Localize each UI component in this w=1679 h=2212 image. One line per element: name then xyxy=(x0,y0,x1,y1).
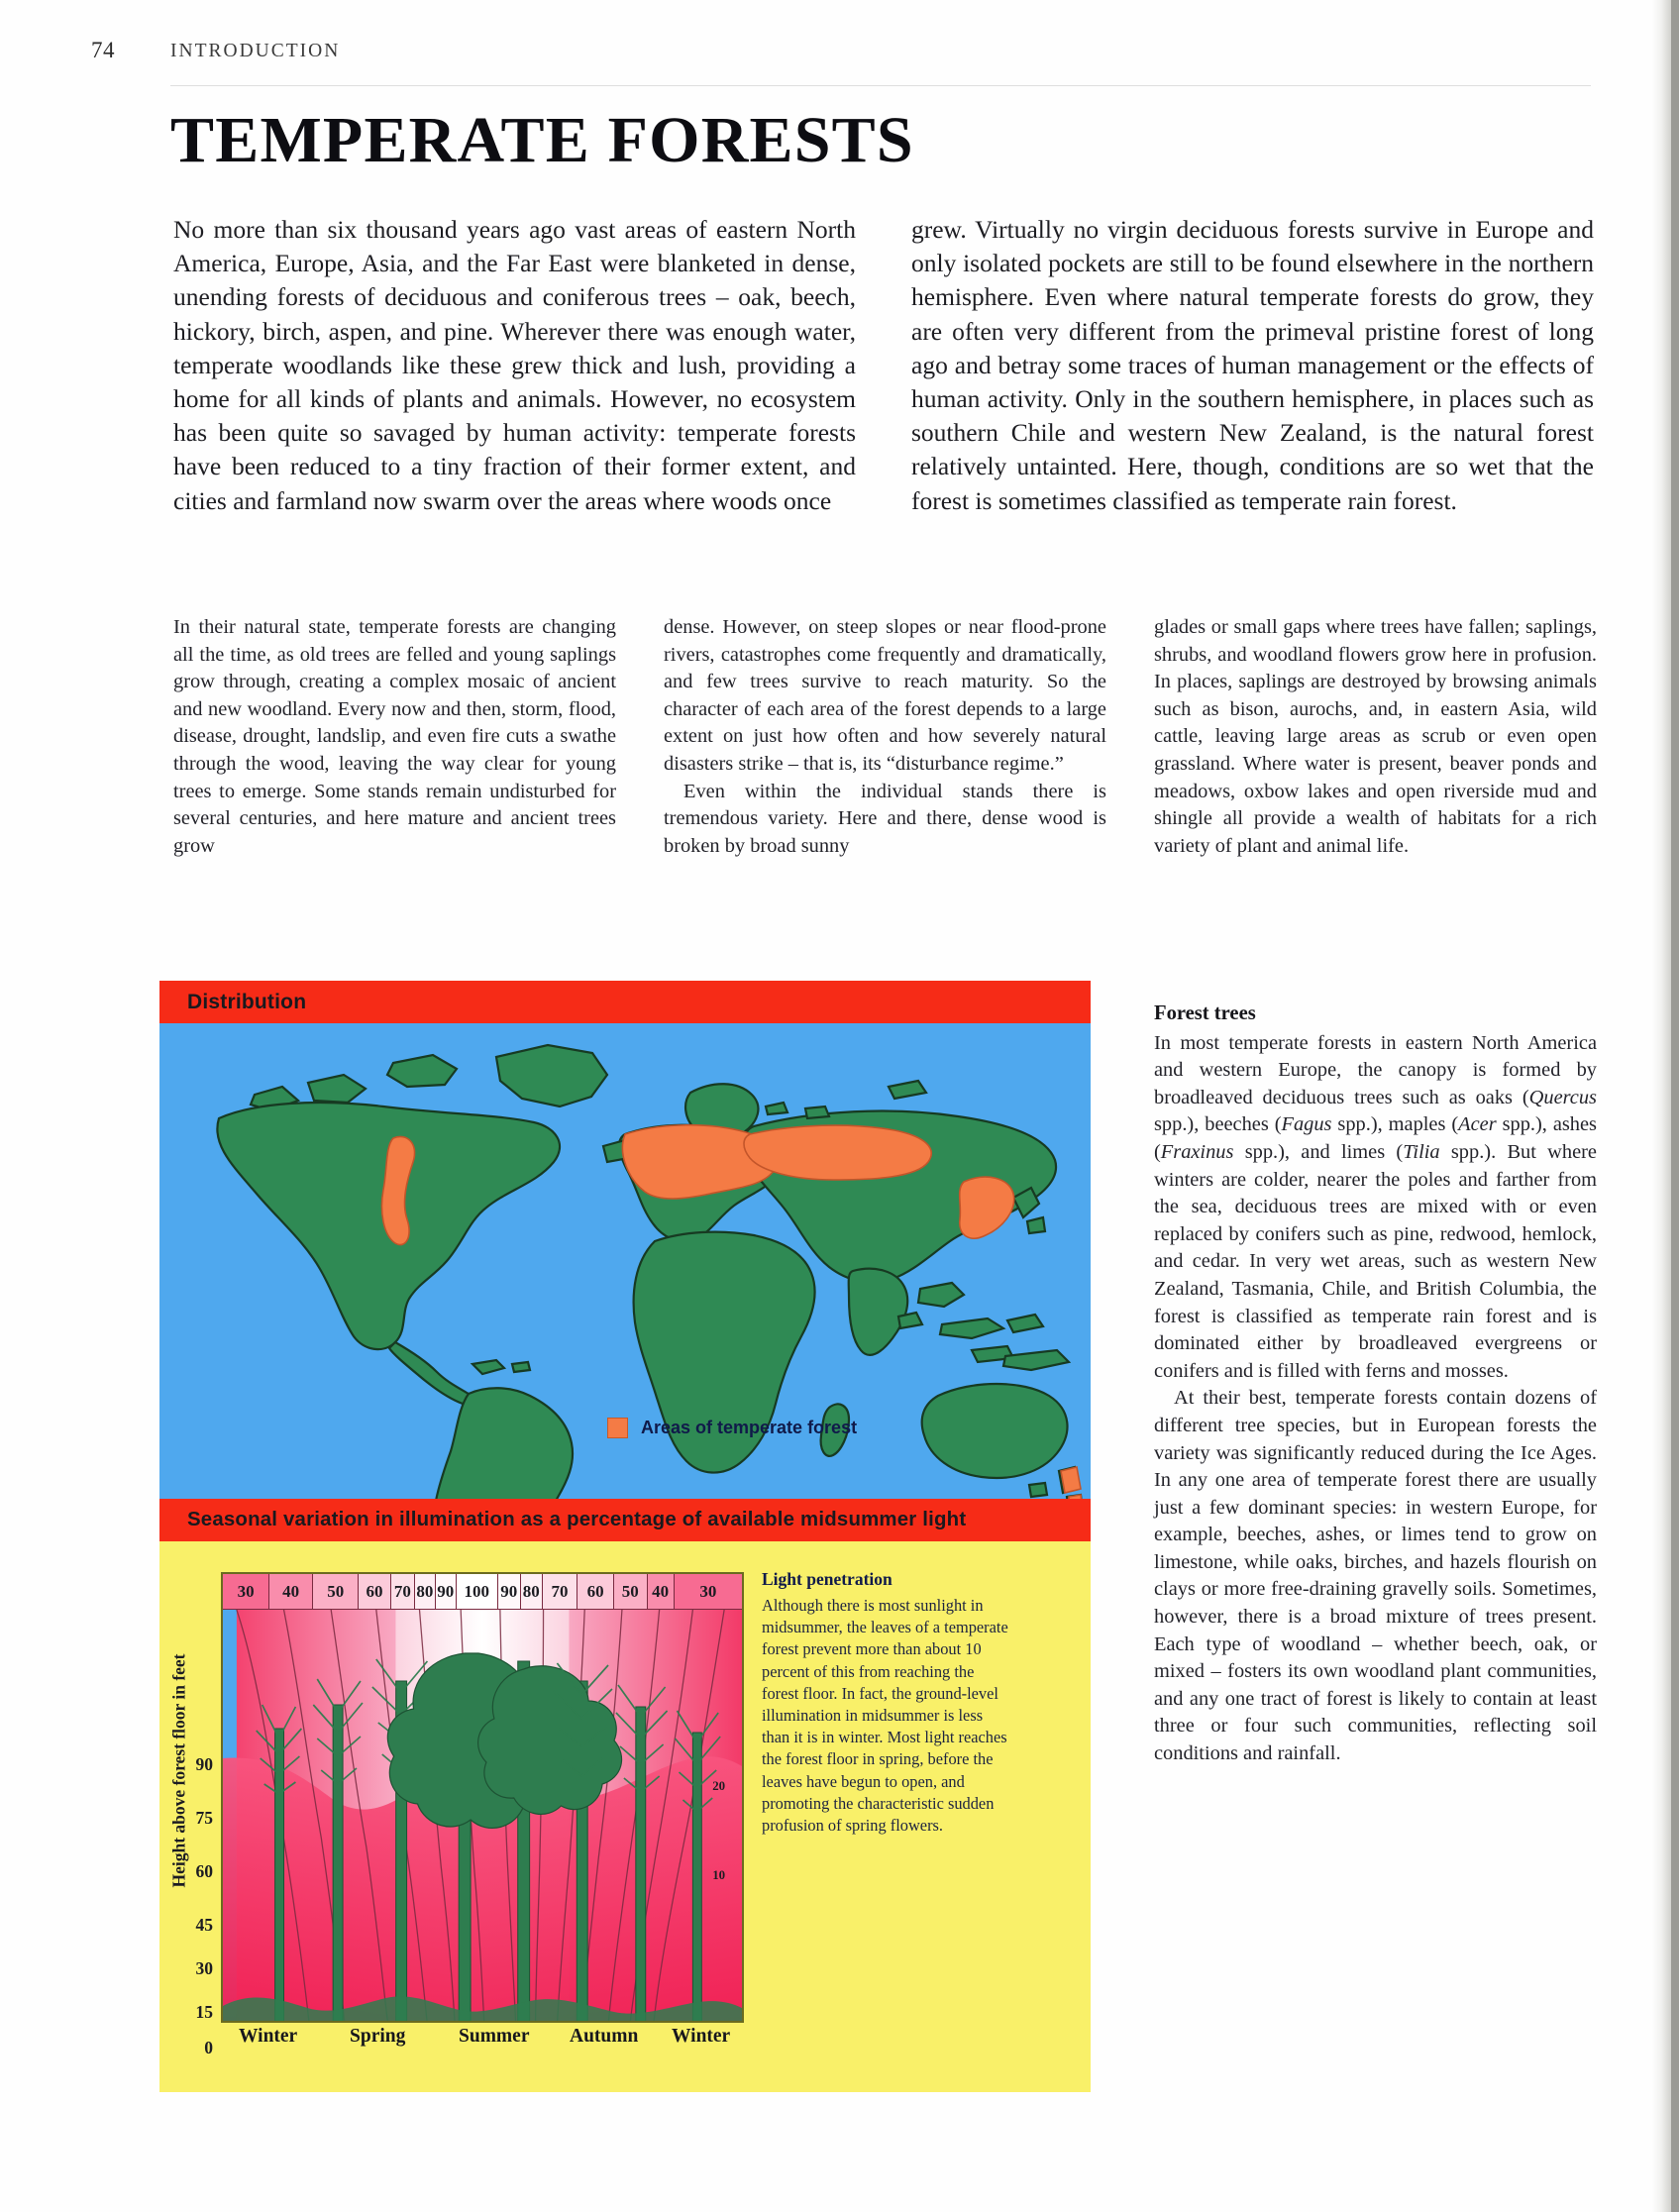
seasonal-banner-label: Seasonal variation in illumination as a percentage of available midsummer light xyxy=(187,1509,967,1530)
y-tick-90: 90 xyxy=(195,1754,213,1774)
ft-genus-quercus: Quercus xyxy=(1528,1086,1597,1108)
scale-cell-10: 70 xyxy=(543,1574,578,1609)
scale-cell-4: 70 xyxy=(391,1574,415,1609)
seasonal-banner xyxy=(159,1499,1091,1541)
light-penetration-text: Although there is most sunlight in midsummer, the leaves of a temperate forest prevent more than about 10 percent of this from reaching the forest floor. In fact, the ground-level illumination in midsummer is less than it is in winter. Most light reaches the forest floor in spring, before the leaves have begun to open, and promoting the characteristic sudden profusion of spring flowers. xyxy=(762,1596,1008,1836)
light-penetration-heading: Light penetration xyxy=(762,1569,892,1589)
chart-y-axis xyxy=(159,1572,221,2057)
season-winter-2: Winter xyxy=(672,2026,731,2047)
canopy-svg xyxy=(223,1610,742,2023)
body-col3-para: glades or small gaps where trees have fallen; saplings, shrubs, and woodland flowers grow here in profusion. In places, saplings are destroyed by browsing animals such as bison, aurochs, and, in eastern Asia, wild cattle, leaving large areas as scrub or even open grassland. Where water is present, beaver ponds and meadows, oxbow lakes and open riverside mud and shingle all provide a wealth of habitats for a rich variety of plant and animal life. xyxy=(1154,616,1597,857)
legend-label: Areas of temperate forest xyxy=(641,1418,858,1437)
scale-cell-7: 100 xyxy=(457,1574,498,1609)
forest-trees-heading: Forest trees xyxy=(1154,1002,1256,1024)
y-tick-0: 0 xyxy=(204,2038,213,2057)
light-penetration-caption xyxy=(762,1569,1014,1837)
scale-cell-8: 90 xyxy=(498,1574,521,1609)
scale-cell-11: 60 xyxy=(577,1574,614,1609)
legend-swatch-temperate-forest xyxy=(607,1418,628,1438)
forest-trees-section xyxy=(1154,1001,1597,1768)
body-column-1 xyxy=(173,614,616,860)
scale-cell-12: 50 xyxy=(614,1574,648,1609)
scale-cell-3: 60 xyxy=(359,1574,390,1609)
y-tick-30: 30 xyxy=(195,1958,213,1978)
ft-genus-tilia: Tilia xyxy=(1403,1140,1440,1163)
season-spring: Spring xyxy=(350,2026,406,2047)
illumination-chart xyxy=(221,1572,744,2023)
illumination-panel xyxy=(159,1541,1091,2092)
scale-cell-14: 30 xyxy=(675,1574,742,1609)
figure-block xyxy=(159,981,1091,2092)
season-axis xyxy=(221,2026,744,2055)
ft-genus-fagus: Fagus xyxy=(1281,1113,1332,1136)
season-summer: Summer xyxy=(459,2026,530,2047)
scale-cell-2: 50 xyxy=(313,1574,359,1609)
ft-p1-s4: spp.), maples ( xyxy=(1331,1113,1459,1136)
scale-cell-0: 30 xyxy=(223,1574,269,1609)
ft-p1-s10: spp.). But where winters are colder, nearer the poles and farther from the sea, deciduous trees are mixed with or even replaced by conifers such as pine, redwood, hemlock, and cedar. In very wet areas, such as western New Zealand, Tasmania, Chile, and British Columbia, the forest is classified as temperate rain forest and is dominated either by broadleaved evergreens or conifers and is filled with ferns and mosses. xyxy=(1154,1140,1597,1382)
lead-column-left: No more than six thousand years ago vast areas of eastern North America, Europe, Asia, and the Far East were blanketed in dense, unending forests of deciduous and coniferous trees – oak, beech, hickory, birch, aspen, and pine. Wherever there was enough water, temperate woodlands like these grew thick and lush, providing a home for all kinds of plants and animals. However, no ecosystem has been quite so savaged by human activity: temperate forests have been reduced to a tiny fraction of their former extent, and cities and farmland now swarm over the areas where woods once xyxy=(173,215,856,515)
svg-text:20: 20 xyxy=(712,1777,726,1794)
distribution-banner-label: Distribution xyxy=(187,991,307,1013)
canopy-profile xyxy=(223,1610,742,2023)
ft-p1-s0: In most temperate forests in eastern North America and western Europe, the canopy is formed by broadleaved deciduous trees such as oaks ( xyxy=(1154,1031,1597,1108)
ft-genus-fraxinus: Fraxinus xyxy=(1160,1140,1234,1163)
world-distribution-map xyxy=(159,1023,1091,1499)
ft-p1-s6: spp.), ashes ( xyxy=(1154,1113,1597,1163)
ft-p1-s8: spp.), and limes ( xyxy=(1233,1140,1404,1163)
svg-text:10: 10 xyxy=(712,1866,726,1883)
y-tick-60: 60 xyxy=(195,1861,213,1881)
lead-column-right: grew. Virtually no virgin deciduous forests survive in Europe and only isolated pockets are still to be found elsewhere in the northern hemisphere. Even where natural temperate forests do grow, they are often very different from the primeval pristine forest of long ago and betray some traces of human management or the effects of human activity. Only in the southern hemisphere, in places such as southern Chile and western New Zealand, is the natural forest relatively untainted. Here, though, conditions are so wet that the forest is sometimes classified as temperate rain forest. xyxy=(911,215,1594,515)
page-number: 74 xyxy=(91,38,115,62)
season-autumn: Autumn xyxy=(570,2026,639,2047)
forest-trees-para-2: At their best, temperate forests contain dozens of different tree species, but in European forests the variety was significantly reduced during the Ice Ages. In any one area of temperate forest there are usually just a few dominant species: in western Europe, for example, beeches, ashes, or limes tend to grow on limestone, while oaks, birches, and hazels flourish on clays or more free-draining gravelly soils. Sometimes, however, there is a broad mixture of trees present. Each type of woodland – whether beech, oak, or mixed – fosters its own woodland plant communities, and any one tract of forest is likely to contain at least three or four such communities, reflecting soil conditions and rainfall. xyxy=(1154,1387,1597,1765)
y-axis-title: Height above forest floor in feet xyxy=(168,1653,189,1888)
scale-cell-13: 40 xyxy=(648,1574,675,1609)
y-tick-75: 75 xyxy=(195,1808,213,1828)
distribution-banner xyxy=(159,981,1091,1023)
scale-cell-1: 40 xyxy=(269,1574,313,1609)
ft-genus-acer: Acer xyxy=(1458,1113,1497,1136)
forest-trees-para-1 xyxy=(1154,1030,1597,1386)
body-col1-para: In their natural state, temperate forests are changing all the time, as old trees are felled and young saplings grow through, creating a complex mosaic of ancient and new woodland. Every now and then, storm, flood, disease, drought, landslip, and even fire cuts a swathe through the wood, leaving the way clear for young trees to emerge. Some stands remain undisturbed for several centuries, and here mature and ancient trees grow xyxy=(173,616,616,857)
y-tick-15: 15 xyxy=(195,2002,213,2022)
body-columns xyxy=(173,614,1597,860)
page-edge-dark xyxy=(1671,0,1679,2212)
scale-cell-9: 80 xyxy=(521,1574,543,1609)
running-head: INTRODUCTION xyxy=(170,41,341,61)
body-column-3 xyxy=(1154,614,1597,860)
header-rule xyxy=(170,85,1591,86)
ft-p1-s2: spp.), beeches ( xyxy=(1154,1113,1282,1136)
body-col2-para-2: Even within the individual stands there is tremendous variety. Here and there, dense wood is broken by broad sunny xyxy=(664,780,1106,857)
scale-cell-6: 90 xyxy=(436,1574,457,1609)
y-tick-45: 45 xyxy=(195,1915,213,1935)
page-title: TEMPERATE FORESTS xyxy=(170,104,914,176)
map-legend xyxy=(607,1418,857,1438)
top-percentage-scale xyxy=(223,1574,742,1610)
scale-cell-5: 80 xyxy=(415,1574,436,1609)
lead-paragraph xyxy=(173,213,1594,518)
season-winter-1: Winter xyxy=(239,2026,298,2047)
body-column-2 xyxy=(664,614,1106,860)
body-col2-para-1: dense. However, on steep slopes or near flood-prone rivers, catastrophes come frequently and dramatically, and few trees survive to reach maturity. So the character of each area of the forest depends to a large extent on just how often and how severely natural disasters strike – that is, its “disturbance regime.” xyxy=(664,616,1106,775)
